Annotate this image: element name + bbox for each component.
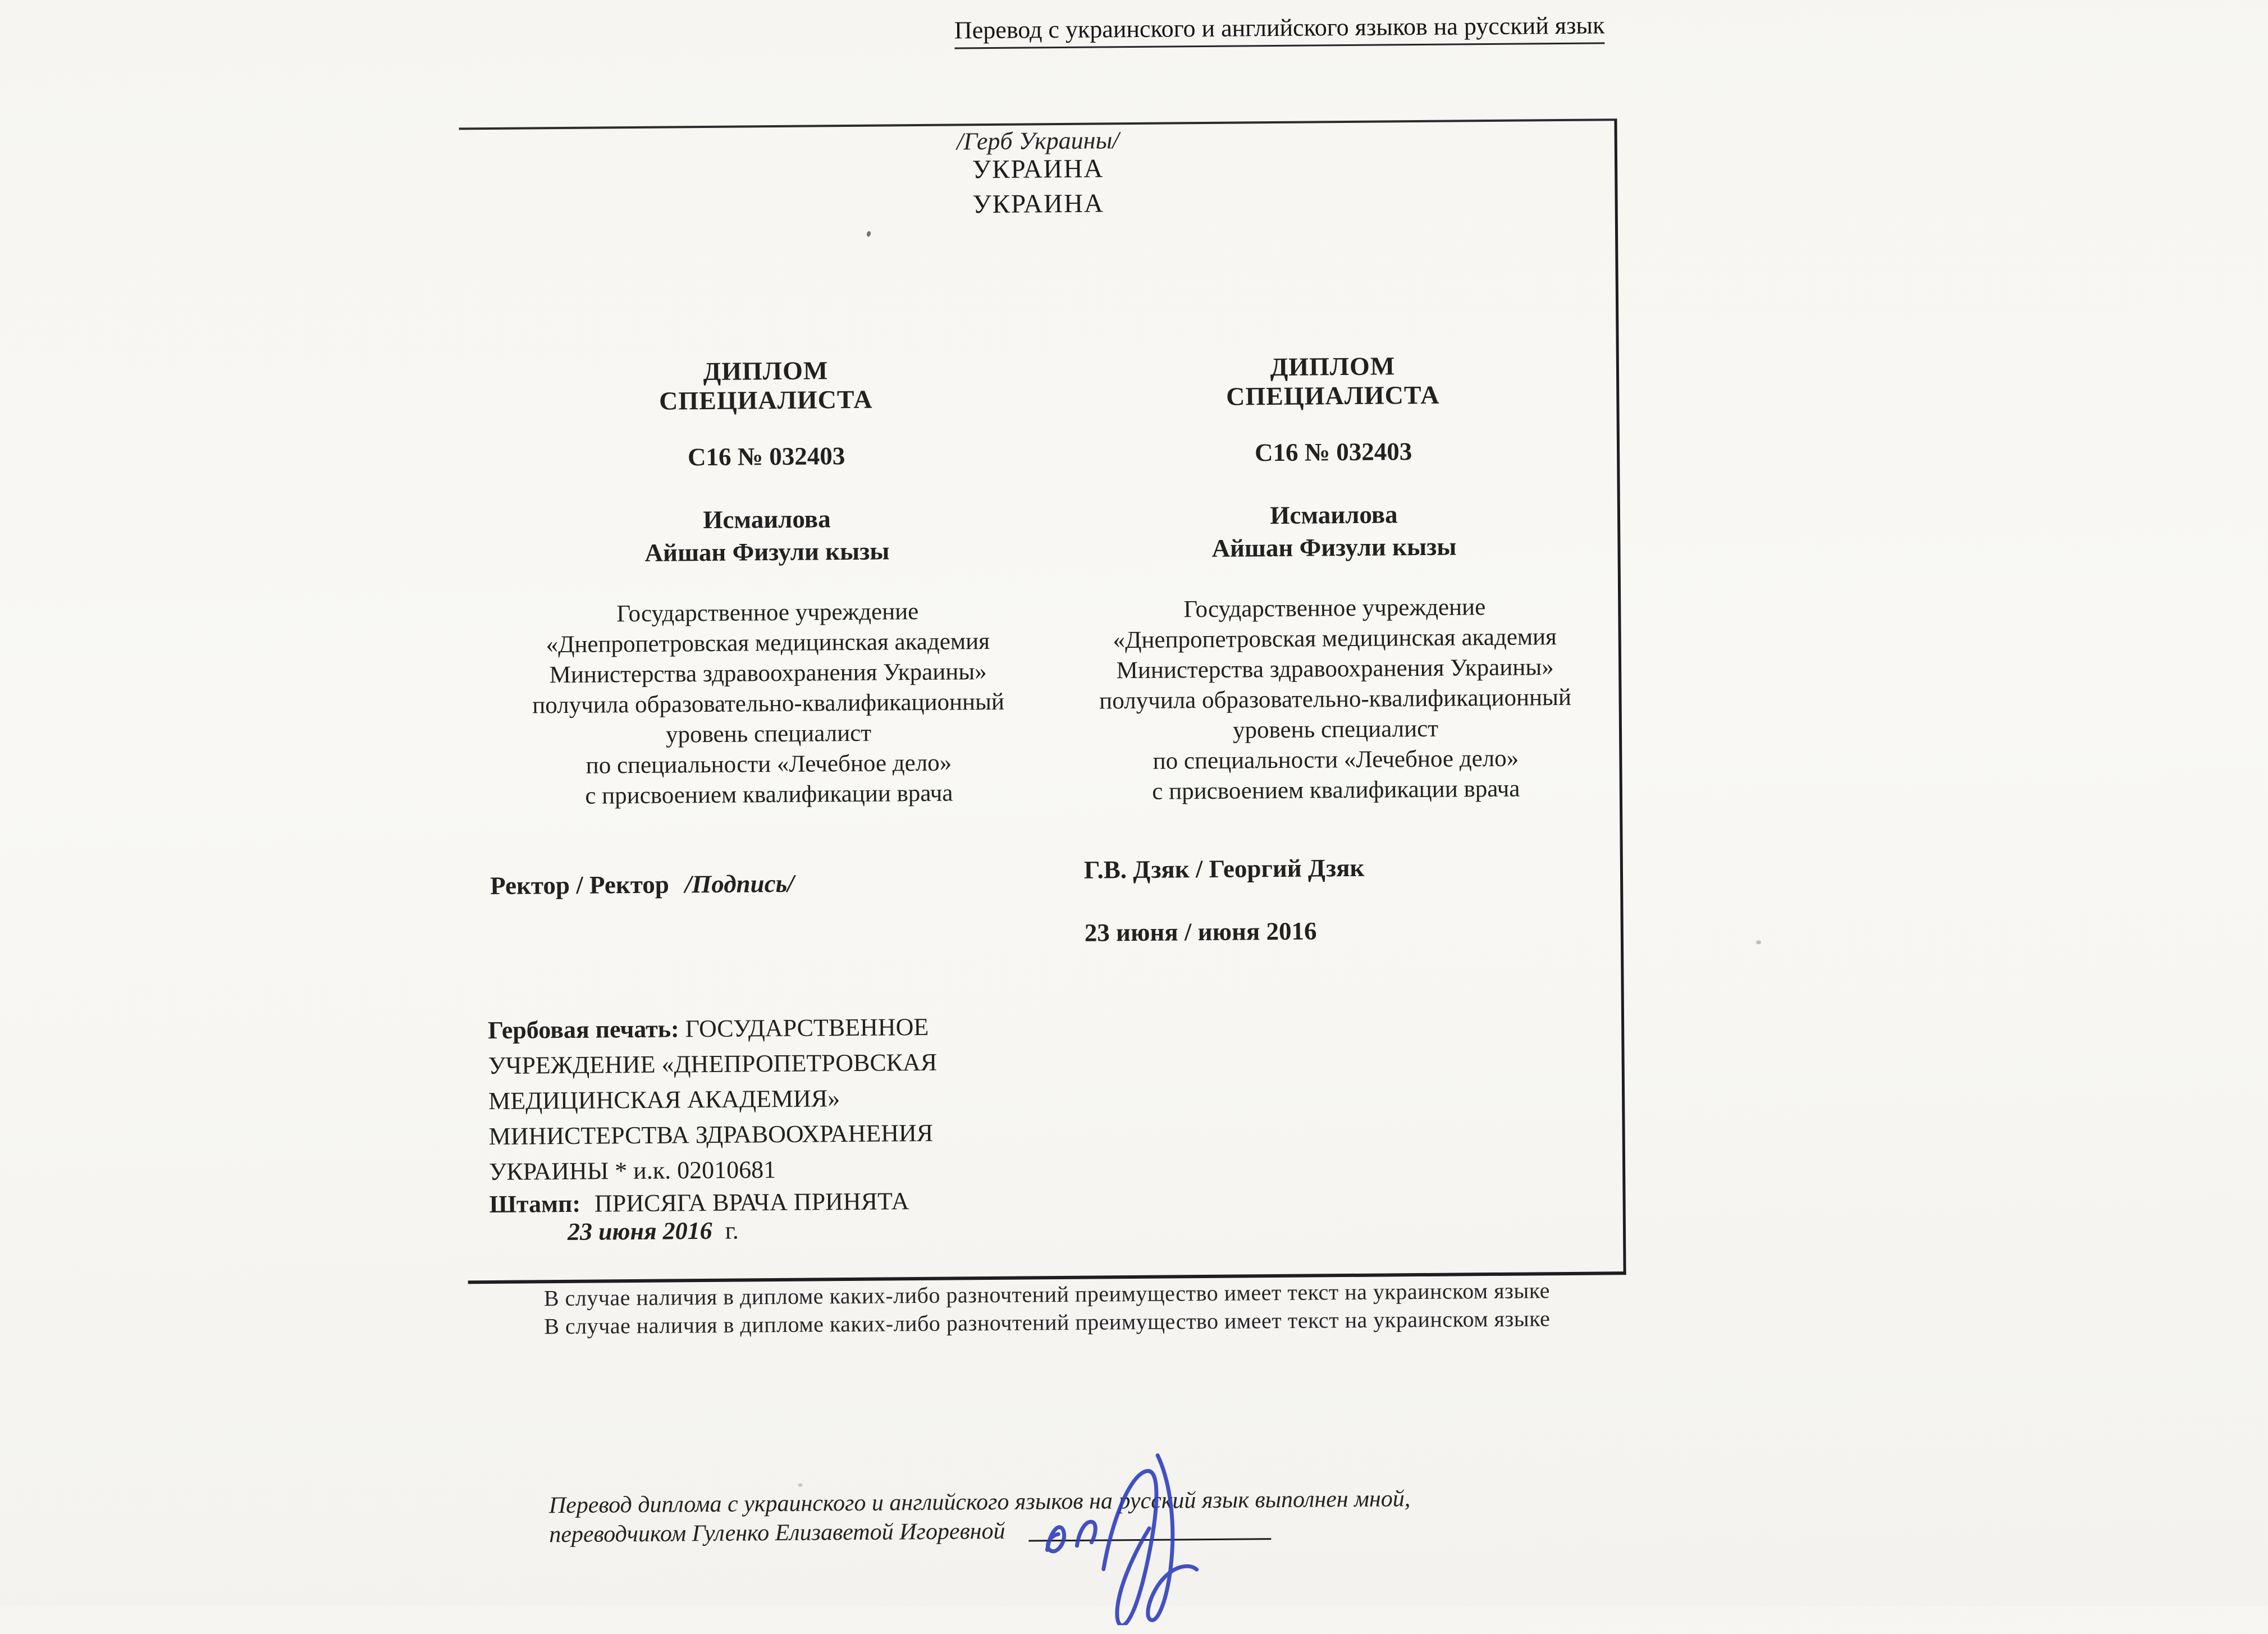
stamp-description (489, 1187, 909, 1219)
seal-line: УЧРЕЖДЕНИЕ «ДНЕПРОПЕТРОВСКАЯ (488, 1048, 938, 1080)
diploma-title-line2: СПЕЦИАЛИСТА (1226, 380, 1440, 411)
diploma-body (1065, 591, 1606, 808)
body-line: с присвоением квалификации врача (1152, 775, 1520, 805)
body-line: Государственное учреждение (1183, 594, 1486, 623)
seal-line: МЕДИЦИНСКАЯ АКАДЕМИЯ» (488, 1084, 840, 1115)
body-line: получила образовательно-квалификационный (1099, 684, 1572, 715)
scan-speck (1756, 940, 1761, 944)
coat-of-arms-note: /Герб Украины/ (956, 126, 1119, 155)
body-line: «Днепропетровская медицинская академия (546, 628, 990, 658)
stamp-text: ПРИСЯГА ВРАЧА ПРИНЯТА (594, 1187, 909, 1218)
holder-surname: Исмаилова (703, 505, 831, 534)
country-name-line2: УКРАИНА (972, 189, 1105, 219)
body-line: по специальности «Лечебное дело» (1153, 745, 1519, 775)
body-line: «Днепропетровская медицинская академия (1113, 624, 1557, 654)
body-line: с присвоением квалификации врача (585, 780, 953, 809)
signatory-name: Г.В. Дзяк / Георгий Дзяк (1083, 853, 1365, 884)
seal-line: МИНИСТЕРСТВА ЗДРАВООХРАНЕНИЯ (488, 1119, 934, 1151)
rector-label: Ректор / Ректор (490, 870, 669, 900)
disclaimer-line: В случае наличия в дипломе каких-либо разночтений преимущество имеет текст на украинском языке (544, 1306, 1551, 1339)
holder-given-name: Айшан Физули кызы (1211, 532, 1457, 562)
diploma-title-line1: ДИПЛОМ (703, 356, 829, 386)
stamp-label: Штамп: (489, 1189, 581, 1219)
diploma-serial: С16 № 032403 (1254, 437, 1412, 467)
stamp-date: 23 июня 2016 (567, 1216, 712, 1246)
body-line: по специальности «Лечебное дело» (586, 749, 952, 779)
body-line: получила образовательно-квалификационный (532, 688, 1005, 719)
stamp-date-suffix: г. (725, 1216, 739, 1244)
diploma-serial: С16 № 032403 (687, 442, 845, 472)
right-column (1060, 0, 1612, 1606)
left-column (493, 1, 1045, 1610)
holder-given-name: Айшан Физули кызы (644, 537, 890, 567)
seal-line (488, 1008, 1038, 1048)
diploma-title-line1: ДИПЛОМ (1270, 351, 1396, 382)
seal-label: Гербовая печать: (487, 1015, 679, 1045)
diploma-body (498, 596, 1039, 812)
diploma-title-line2: СПЕЦИАЛИСТА (659, 385, 873, 415)
stamp-date-row (568, 1217, 739, 1246)
holder-surname: Исмаилова (1270, 500, 1398, 530)
body-line: уровень специалист (665, 720, 872, 748)
seal-text: ГОСУДАРСТВЕННОЕ (685, 1013, 929, 1043)
translation-direction-header: Перевод с украинского и английского языков на русский язык (954, 11, 1605, 49)
rector-signature-row (490, 869, 794, 900)
body-line: Министерства здравоохранения Украины» (549, 658, 987, 689)
handwritten-signature-icon (1027, 1433, 1298, 1626)
seal-description (488, 1008, 1039, 1189)
disclaimer-line: В случае наличия в дипломе каких-либо разночтений преимущество имеет текст на украинском языке (543, 1278, 1551, 1311)
scan-speck (798, 1484, 803, 1487)
body-line: уровень специалист (1232, 715, 1439, 744)
signature-placeholder-note: /Подпись/ (684, 869, 794, 899)
translator-note-line1: Перевод диплома с украинского и английского языков на русский язык выполнен мной, (548, 1486, 1411, 1519)
body-line: Государственное учреждение (616, 598, 919, 628)
issue-date: 23 июня / июня 2016 (1084, 917, 1317, 947)
body-line: Министерства здравоохранения Украины» (1116, 654, 1554, 684)
translator-note-line2: переводчиком Гуленко Елизаветой Игоревной (549, 1518, 1005, 1548)
country-name-line1: УКРАИНА (972, 154, 1104, 185)
seal-line: УКРАИНЫ * и.к. 02010681 (488, 1156, 776, 1186)
